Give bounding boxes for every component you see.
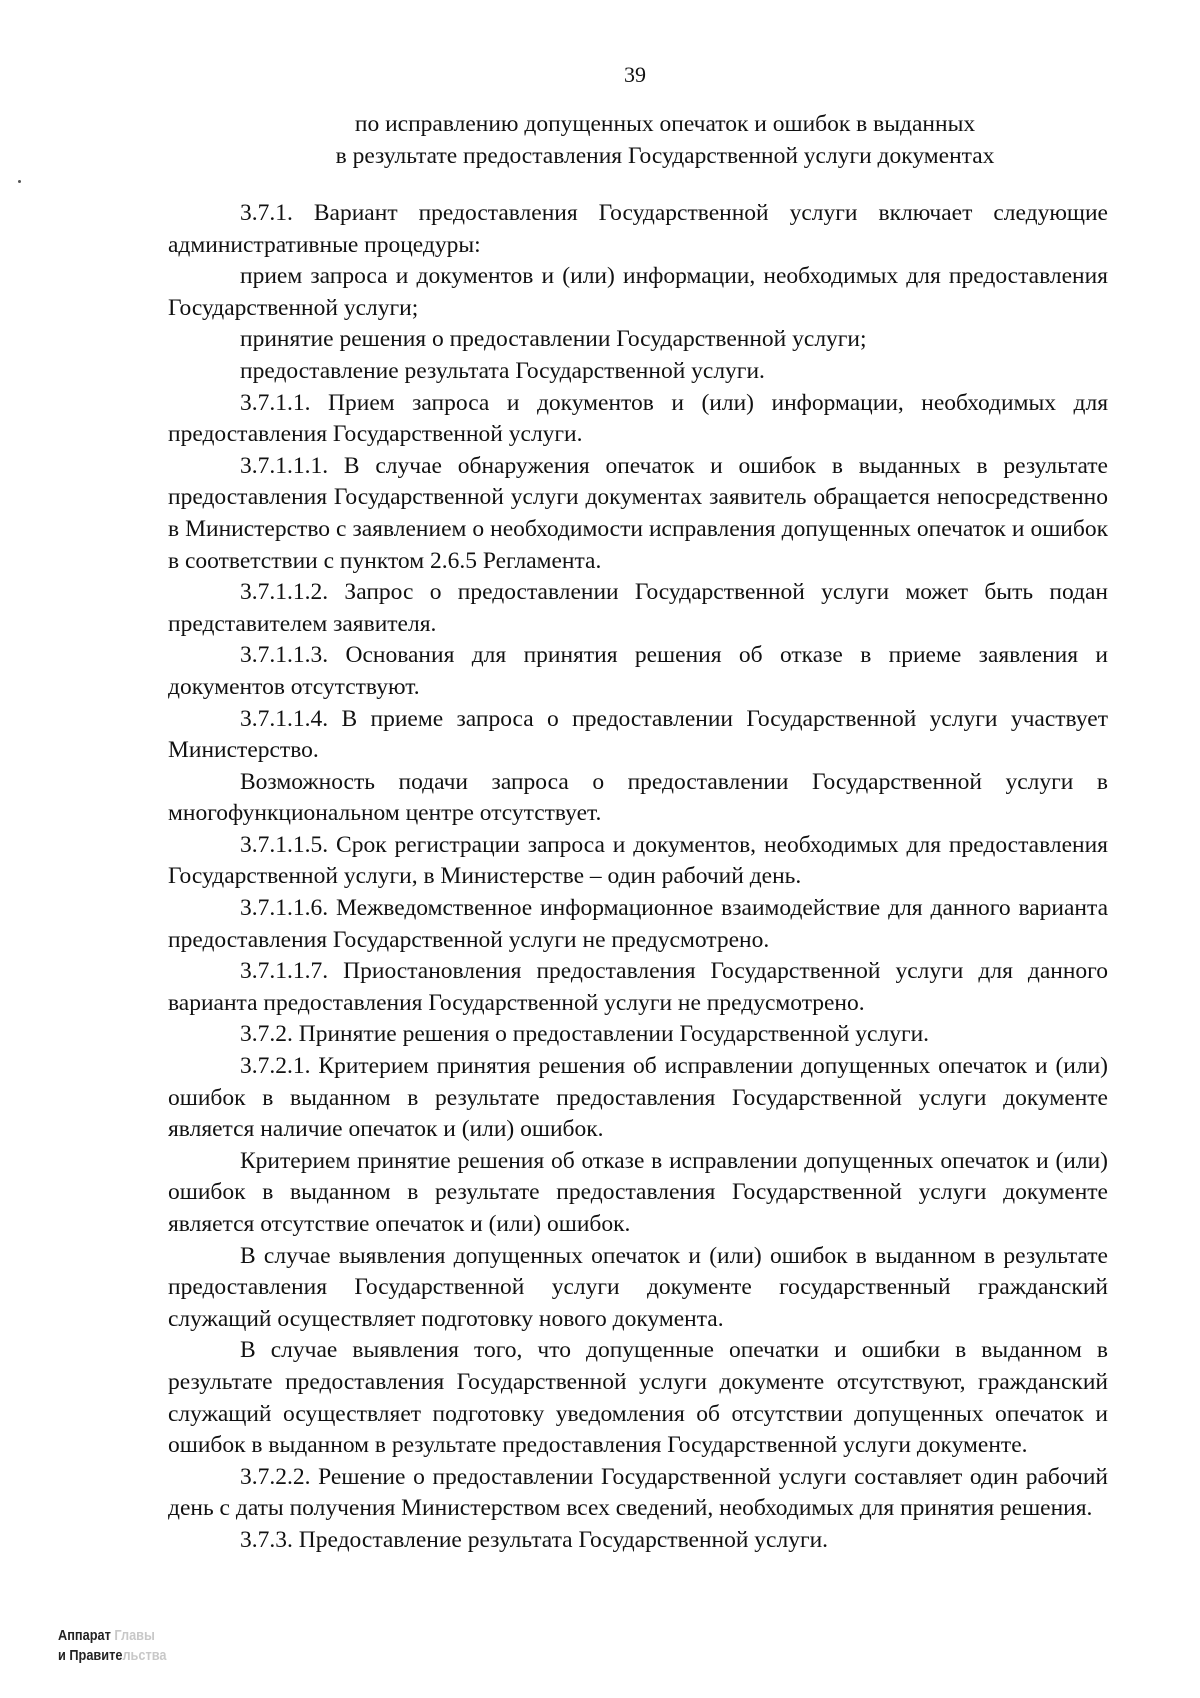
paragraph: 3.7.1. Вариант предоставления Государственной услуги включает следующие административные процедуры: bbox=[168, 200, 1108, 258]
stamp-line bbox=[58, 1646, 166, 1666]
paragraph: 3.7.1.1. Прием запроса и документов и (или) информации, необходимых для предоставления Государственной услуги. bbox=[168, 389, 1108, 448]
paragraph: 3.7.1.1.7. Приостановления предоставления Государственной услуги для данного варианта предоставления Государственной услуги не предусмотрено. bbox=[168, 958, 1108, 1016]
paragraph: 3.7.1.1.5. Срок регистрации запроса и документов, необходимых для предоставления Государственной услуги, в Министерстве – один рабочий день. bbox=[168, 831, 1108, 890]
stamp-text: Аппарат bbox=[58, 1627, 111, 1644]
stamp-text-faded: Главы bbox=[114, 1627, 155, 1644]
scan-speck bbox=[18, 180, 21, 183]
paragraph: В случае выявления того, что допущенные опечатки и ошибки в выданном в результате предоставления Государственной услуги документе отсутствуют, гражданский служащий осуществляет подготовку уведомления об отсутствии допущенных опечаток и ошибок в выданном в результате предоставления Государственной услуги документе. bbox=[168, 1337, 1108, 1459]
paragraph: Возможность подачи запроса о предоставлении Государственной услуги в многофункциональном центре отсутствует. bbox=[168, 768, 1108, 827]
paragraph: 3.7.1.1.4. В приеме запроса о предоставлении Государственной услуги участвует Министерство. bbox=[168, 705, 1108, 764]
paragraph: 3.7.2. Принятие решения о предоставлении Государственной услуги. bbox=[240, 1021, 930, 1048]
paragraph: 3.7.1.1.1. В случае обнаружения опечаток и ошибок в выданных в результате предоставления Государственной услуги документах заявитель обращается непосредственно в Министерство с заявлением о необходимости исправления допущенных опечаток и ошибок в соответствии с пунктом 2.6.5 Регламента. bbox=[168, 452, 1108, 574]
paragraph: 3.7.1.1.6. Межведомственное информационное взаимодействие для данного варианта предоставления Государственной услуги не предусмотрено. bbox=[168, 895, 1108, 953]
paragraph: предоставление результата Государственной услуги. bbox=[240, 357, 765, 384]
paragraph: 3.7.1.1.3. Основания для принятия решения об отказе в приеме заявления и документов отсутствуют. bbox=[168, 642, 1108, 700]
stamp-line bbox=[58, 1626, 166, 1646]
office-stamp bbox=[58, 1626, 166, 1666]
heading-line: в результате предоставления Государственной услуги документах bbox=[335, 143, 995, 169]
section-heading bbox=[230, 108, 1100, 172]
paragraph: 3.7.2.1. Критерием принятия решения об исправлении допущенных опечаток и (или) ошибок в выданном в результате предоставления Государственной услуги документе является наличие опечаток и (или) ошибок. bbox=[168, 1053, 1108, 1143]
paragraph: 3.7.2.2. Решение о предоставлении Государственной услуги составляет один рабочий день с даты получения Министерством всех сведений, необходимых для принятия решения. bbox=[168, 1463, 1108, 1522]
document-body bbox=[168, 198, 1108, 1557]
heading-line: по исправлению допущенных опечаток и ошибок в выданных bbox=[354, 111, 976, 137]
paragraph: принятие решения о предоставлении Государственной услуги; bbox=[240, 326, 867, 353]
paragraph: Критерием принятие решения об отказе в исправлении допущенных опечаток и (или) ошибок в выданном в результате предоставления Государственной услуги документе является отсутствие опечаток и (или) ошибок. bbox=[168, 1147, 1108, 1237]
paragraph: прием запроса и документов и (или) информации, необходимых для предоставления Государственной услуги; bbox=[168, 263, 1108, 321]
page-number: 39 bbox=[624, 62, 646, 87]
paragraph: В случае выявления допущенных опечаток и (или) ошибок в выданном в результате предоставления Государственной услуги документе государственный гражданский служащий осуществляет подготовку нового документа. bbox=[168, 1242, 1108, 1332]
stamp-text-faded: льства bbox=[122, 1647, 167, 1664]
stamp-text: и Правите bbox=[58, 1647, 123, 1664]
paragraph: 3.7.3. Предоставление результата Государственной услуги. bbox=[240, 1526, 829, 1553]
paragraph: 3.7.1.1.2. Запрос о предоставлении Государственной услуги может быть подан представителем заявителя. bbox=[168, 579, 1108, 637]
